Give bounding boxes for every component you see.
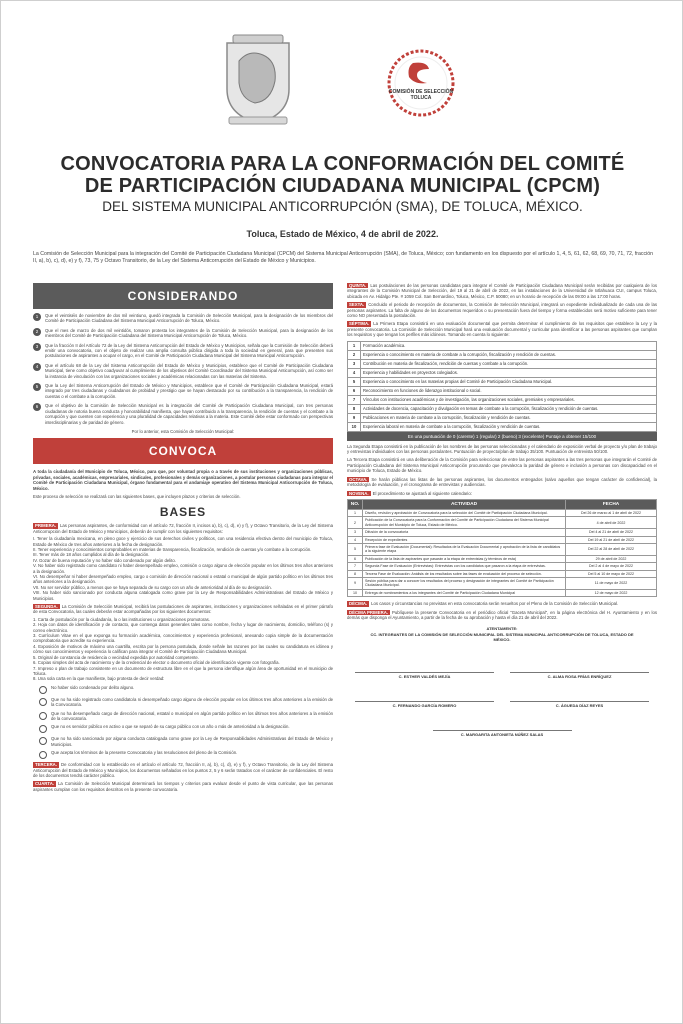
col-header-actividad: ACTIVIDAD [363,499,566,509]
requisito-item: III. Tener más de 18 años cumplidos al día de la designación. [33,552,150,558]
title-line-1: CONVOCATORIA PARA LA CONFORMACIÓN DEL COMITÉ [60,153,625,175]
table-row [348,517,657,529]
etapa-footer: En una puntuación de 0 (carente) 1 (regular) 2 (bueno) 3 (excelente) Puntaje a obtener 15/100 [347,432,657,441]
row-number: 5 [348,377,361,386]
signature-row-2 [347,701,657,708]
cell-fecha: Del 5 al 10 de mayo de 2022 [566,570,657,577]
documento-item: 2. Hoja con datos de identificación y de contacto, que contenga datos generales tales como nombre, fecha y lugar de nacimiento, domicilio, teléfono (s) y correo electrónico. [33,622,333,633]
cell-no: 5 [348,543,363,555]
criterio-cell: Experiencia y habilidades en proyectos colegiados. [361,368,657,377]
header [1,1,683,151]
signature-name: C. ÁGUEDA DÍAZ REYES [510,701,649,708]
considerando-item [33,403,333,425]
table-row [348,509,657,516]
signature-row-1 [347,672,657,679]
cell-no: 4 [348,536,363,543]
documentos-list [33,617,333,682]
left-column [33,283,333,792]
manifiesta-text: Que no ha sido registrado como candidato/a ni desempeñado cargo alguno de elección popular en los últimos tres años anteriores a la emisión de la Convocatoria. [51,696,333,708]
signature-name: C. FERNANDO GARCÍA ROMERO [355,701,494,708]
table-row [348,577,657,589]
checkbox-icon [39,737,47,745]
tag-septima: SÉPTIMA. [349,321,370,327]
considerando-item [33,313,333,324]
signature-row-3 [347,730,657,737]
requisito-item: I. Tener la ciudadanía mexicana, en pleno goce y ejercicio de sus derechos civiles y políticos, con una residencia efectiva dentro del municipio de Toluca, Estado de México de tres años anteriores a la fecha de designación. [33,536,333,547]
item-number: 4 [33,363,41,371]
cell-no: 8 [348,570,363,577]
manifiesta-item [39,750,333,759]
table-row [348,529,657,536]
logo-caption: COMISIÓN DE SELECCIÓN TOLUCA [388,89,454,101]
cell-actividad: Recepción de expedientes [363,536,566,543]
cell-actividad: Sesión pública para dar a conocer los resultados del proceso y designación de integrantes del Comité de Participación Ciudadana Municipal. [363,577,566,589]
tag-quinta: QUINTA. [349,283,367,288]
considerando-item [33,383,333,399]
signature-name: C. ESTHER VALDÉS MEJÍA [355,672,494,679]
manifiesta-item [39,736,333,747]
manifiesta-text: Que no ha desempeñado cargo de dirección nacional, estatal o municipal en algún partido político en los últimos tres años anteriores a la emisión de la convocatoria. [51,710,333,721]
dateline: Toluca, Estado de México, 4 de abril de 2022. [246,229,439,239]
cell-fecha: Del 19 al 21 de abril de 2022 [566,536,657,543]
table-row [348,570,657,577]
row-number: 9 [348,413,361,422]
cell-fecha: Del 4 al 21 de abril de 2022 [566,529,657,536]
signature-block [347,701,502,708]
documento-item: 1. Carta de postulación por la ciudadanía, la o las instituciones u organizaciones promotoras. [33,616,210,622]
signature-block [425,730,580,737]
checkbox-icon [39,686,47,694]
table-row [348,386,657,395]
base-tercera: TERCERA. De conformidad con lo establecido en el artículo el artículo 72, fracción II, a), b), c), d), e) y f), y Octavo Transitorio, de la Ley del Sistema Anticorrupción del Estado de México y Municipios, los documentos señalados en los puntos 2, 5 y 6 serán tratados con el carácter de confidenciales. El resto de los documentos tendrá carácter público. [33,762,333,778]
signature-block [502,701,657,708]
criterio-cell: Experiencia o conocimiento en las materias propias del Comité de Participación Ciudadana Municipal. [361,377,657,386]
base-primera: PRIMERA. Las personas aspirantes, de conformidad con el artículo 72, fracción II, incisos a), b), c), d), e) y f), y Octavo Transitorio, de la Ley del Sistema Anticorrupción del Estado de México y Municipios, deberán de cumplir con los siguientes requisitos: [33,523,333,534]
row-number: 2 [348,350,361,359]
title-line-3: DEL SISTEMA MUNICIPAL ANTICORRUPCIÓN (SMA), DE TOLUCA, MÉXICO. [102,199,583,214]
col-header-no: NO. [348,499,363,509]
base-decima: DÉCIMA. Los casos y circunstancias no previstas en esta convocatoria serán resueltos por el Pleno de la Comisión de Selección Municipal. [349,601,619,607]
atentamente: ATENTAMENTE: [486,626,518,632]
cell-fecha: 12 de mayo de 2022 [566,589,657,596]
row-number: 10 [348,422,361,431]
manifiesta-list [39,685,333,759]
base-quinta: QUINTA. Las postulaciones de las personas candidatas para integrar el Comité de Participación Ciudadana Municipal serán recibidas por cualquiera de los integrantes de la Comisión Municipal de Selección, del 19 al 21 de abril de 2022, en las instalaciones de la Universidad de Ixtlahuaca CUI, campus Toluca, ubicada en Av. Hidalgo Pte. # 1059 Col. San Bernardino, Toluca, México, C.P. 50080; en un horario de recepción de las 09:00 a las 17:00 horas. [347,283,657,299]
documento-item: 5. Original de constancia de residencia o vecindad expedida por autoridad competente. [33,654,200,660]
convoca-note: Este proceso de selección se realizará con las siguientes bases, que incluyen plazos y criterios de selección. [33,493,241,499]
row-number: 4 [348,368,361,377]
tag-tercera: TERCERA. [35,762,57,768]
table-row [348,589,657,596]
manifiesta-text: Que no es servidor público en activo o que se separó de su cargo público con un año o más de anterioridad a la designación. [51,724,290,730]
table-row [348,413,657,422]
criterio-cell: Formación académica. [361,341,657,350]
requisito-item: VI. No desempeñar ni haber desempeñado empleo, cargo o comisión de dirección nacional o estatal o municipal de algún partido político en los últimos tres años anteriores a la designación. [33,574,333,585]
documento-item: 4. Exposición de motivos de máximo una cuartilla, escrita por la persona postulada, donde señale las razones por las cuales su candidatura es idónea y cómo sus conocimientos y experiencia lo califican para integrar el Comité de Participación Ciudadana Municipal. [33,643,333,655]
cell-fecha: Del 22 al 28 de abril de 2022 [566,543,657,555]
col-header-fecha: FECHA [566,499,657,509]
table-row [348,404,657,413]
base-novena: NOVENA. El procedimiento se ajustará al siguiente calendario: [349,490,472,496]
tag-octava: OCTAVA. [349,476,368,482]
cell-actividad: Entrega de nombramientos a los integrantes del Comité de Participación Ciudadana Municipal [363,589,566,596]
base-cuarta: CUARTA. La Comisión de Selección Municipal determinará los tiempos y criterios para evaluar desde el punto de vista curricular, que las personas aspirantes cumplan con los requisitos descritos en la presente convocatoria. [33,781,333,792]
table-row [348,555,657,562]
table-row [348,341,657,350]
requisito-item: II. Tener experiencia y conocimientos comprobables en materias de transparencia, fiscalización, rendición de cuentas y/o combate a la corrupción. [33,546,312,552]
cell-fecha: 11 de mayo de 2022 [566,577,657,589]
title-line-2: DE PARTICIPACIÓN CIUDADANA MUNICIPAL (CPCM) [84,175,601,197]
tag-decima: DÉCIMA. [349,601,368,607]
considerando-text: Que el artículo 68 de la Ley del Sistema Anticorrupción del Estado de México y Municipios, establece que el Comité de Participación Ciudadana Municipal, tiene como objetivo coadyuvar al cumplimiento de los objetivos del Comité Coordinador del Sistema Municipal Anticorrupción, así como ser la instancia de vinculación con las organizaciones sociales y académicas relacionadas con las materias del Sistema. [45,362,333,379]
cell-no: 2 [348,517,363,529]
cell-no: 7 [348,563,363,570]
table-row [348,377,657,386]
considerando-list [33,313,333,425]
item-number: 2 [33,328,41,336]
row-number: 7 [348,395,361,404]
manifiesta-item [39,711,333,722]
table-row [348,350,657,359]
checkbox-icon [39,712,47,720]
tag-segunda: SEGUNDA. [35,604,58,610]
row-number: 1 [348,341,361,350]
manifiesta-item [39,697,333,708]
right-column [347,283,657,737]
cell-actividad: Difusión de la convocatoria [363,529,566,536]
comision-logo-icon [387,49,455,117]
signature-name: C. ALMA ROSA FRÍAS ENRÍQUEZ [510,672,649,679]
table-row [348,359,657,368]
cell-fecha: Del 26 de marzo al 1 de abril de 2022 [566,509,657,516]
documento-item: 3. Currículum Vitae en el que exponga su formación académica, conocimientos y experiencia profesional, anexando copia simple de la documentación comprobatoria que acredite su experiencia. [33,633,333,644]
intro-paragraph: La Comisión de Selección Municipal para la integración del Comité de Participación Ciudadana Municipal (CPCM) del Sistema Municipal Anticorrupción (SMA), de Toluca, México; con fundamento en los dispuesto por el artículo 1, 4, 5, 61, 62, 68, 69, 70, 71, 72, fracción II, a), b), c), d), e) y f), 73, 75 y Octavo Transitorio, de la Ley del Sistema Anticorrupción del Estado de México y Municipios. [33,251,653,264]
considerando-item [33,343,333,359]
signature-block [502,672,657,679]
considerando-item [33,363,333,379]
title-block [21,153,664,215]
checkbox-icon [39,725,47,733]
convoca-banner: CONVOCA [33,438,333,464]
criterio-cell: Experiencia laboral en materia de combate a la corrupción, fiscalización y rendición de cuentas. [361,422,657,431]
requisitos-list [33,536,333,601]
cell-no: 9 [348,577,363,589]
cell-no: 3 [348,529,363,536]
signature-block [347,672,502,679]
item-number: 3 [33,343,41,351]
documento-item: 6. Copias simples del acta de nacimiento y de la credencial de elector o documento oficial de identificación vigente con fotografía. [33,660,280,666]
etapa-criteria-table [347,341,657,432]
considerando-text: Que el veintiséis de noviembre de dos mil veintiuno, quedó integrada la Comisión de Selección Municipal, para la designación de los miembros del Comité de Participación Ciudadana del Sistema Municipal Anticorrupción de Toluca, México. [45,313,333,324]
manifiesta-item [39,724,333,733]
base-decima-primera: DÉCIMA PRIMERA. Publíquese la presente Convocatoria en el periódico oficial "Gaceta Municipal", en la página electrónica del H. Ayuntamiento y en los demás que disponga el Ayuntamiento, a partir de la fecha de su aprobación y hasta el día 21 de abril del 2022. [347,609,657,620]
table-row [348,368,657,377]
considerando-banner: CONSIDERANDO [33,283,333,309]
table-row [348,563,657,570]
considerando-text: Que el mes de marzo de dos mil veintidós, tomaron protesta los integrantes de la Comisión de Selección Municipal, para la designación de los miembros del Comité de Participación Ciudadana del Sistema Municipal Anticorrupción de Toluca, México. [45,327,333,339]
considerando-text: Que la fracción II del Artículo 72 de la Ley del Sistema Anticorrupción del Estado de México y Municipios, señala que la Comisión de Selección deberá emitir una convocatoria, con el objeto de realizar una amplia consulta pública dirigida a toda la sociedad en general, para que presenten sus postulaciones de aspirantes a ocupar el cargo, en el Comité de Participación Ciudadana Municipal del Sistema Municipal Anticorrupción. [45,342,333,359]
cell-actividad: Primera fase de Evaluación (Documental): Resultados de la Evaluación Documental y aprobación de la lista de candidatos a la siguiente etapa [363,543,566,555]
cell-fecha: 4 de abril de 2022 [566,517,657,529]
considerando-text: Que la Ley del Sistema Anticorrupción del Estado de México y Municipios, establece que el Comité de Participación Ciudadana Municipal, estará integrado por tres ciudadanas y ciudadanos de probidad y prestigio que se hayan destacado por su contribución a la transparencia, la rendición de cuentas o el combate a la corrupción. [45,383,333,399]
cell-fecha: Del 2 al 4 de mayo de 2022 [566,563,657,570]
requisito-item: VII. No ser servidor público, a menos que se haya separado de su cargo con un año de anterioridad al día de su designación. [33,584,272,590]
tag-sexta: SEXTA. [349,302,365,308]
cell-actividad: Publicación de la lista de aspirantes que pasarán a la etapa de entrevistas (y términos de esta) [363,555,566,562]
criterio-cell: Experiencia o conocimiento en materia de combate a la corrupción, fiscalización y rendición de cuentas. [361,350,657,359]
toluca-crest-icon [219,31,297,127]
requisito-item: IV. Gozar de buena reputación y no haber sido condenado por algún delito. [33,557,176,563]
row-number: 6 [348,386,361,395]
base-segunda: SEGUNDA. La Comisión de Selección Municipal, recibirá las postulaciones de aspirantes, instituciones y organizaciones señaladas en el primer párrafo de esta Convocatoria, las cuales deberán estar acompañadas por los siguientes documentos: [33,604,333,615]
checkbox-icon [39,751,47,759]
segunda-etapa: La Segunda Etapa consistirá en la publicación de los nombres de las personas seleccionadas y el calendario de exposición verbal de proyecto y/o plan de trabajo y entrevistas individuales con las personas postulantes. Puntuación de proyecto/plan de trabajo 35/100. Puntuación de entrevista 50/100. [347,443,657,455]
tercera-etapa: La Tercera Etapa consistirá en una deliberación de la Comisión para seleccionar de entre las personas aspirantes a las tres personas que integrarán el Comité de Participación Ciudadana del Sistema Municipal Anticorrupción procurando que prevalezca la paridad de género e inclusión a personas con discapacidad en el municipio de Toluca, Estado de México. [347,457,657,474]
considerando-text: Que el objetivo de la Comisión de Selección Municipal es la integración del Comité de Participación Ciudadana Municipal, con tres personas ciudadanas de notoria buena conducta y honorabilidad manifiesta, que hayan contribuido a la transparencia, la rendición de cuentas y el combate a la corrupción y que cuenten con experiencia y una pluralidad de capacidades relativas a la materia. Este Comité debe estar conformado con perspectivas interdisciplinarias y de paridad de género. [45,403,333,425]
tag-cuarta: CUARTA. [35,781,55,787]
convoca-lead: A toda la ciudadanía del Municipio de Toluca, México, para que, por voluntad propia o a través de sus instituciones y organizaciones públicas, privadas, sociales, académicas, empresariales, sindicales, profesionales y demás organizaciones, a postular personas ciudadanas para integrar el Comité de Participación Ciudadana Municipal, órgano fundamental para el andamiaje operativo del Sistema Municipal Anticorrupción de Toluca, México. [33,469,333,491]
table-row [348,395,657,404]
bases-title: BASES [159,505,207,520]
manifiesta-item [39,685,333,694]
calendario-table [347,499,657,597]
cell-no: 1 [348,509,363,516]
tag-primera: PRIMERA. [35,523,57,529]
item-number: 5 [33,383,41,391]
manifiesta-text: Que no ha sido sancionado por alguna conducta catalogada como grave por la Ley de Responsabilidades Administrativas del Estado de México y Municipios. [51,736,333,747]
cell-fecha: 29 de abril de 2022 [566,555,657,562]
integrantes-caption: CC. INTEGRANTES DE LA COMISIÓN DE SELECCIÓN MUNICIPAL DEL SISTEMA MUNICIPAL ANTICORRUPCIÓN DE TOLUCA, ESTADO DE MÉXICO. [370,632,634,643]
considerando-closing: Por lo anterior, esta Comisión de Selección Municipal: [131,428,235,434]
requisito-item: V. No haber sido registrado como candidato ni haber desempeñado empleo, comisión o cargo alguno de elección popular en los últimos tres años anteriores a la designación. [33,563,333,574]
item-number: 1 [33,313,41,321]
criterio-cell: Reconocimiento en funciones de liderazgo institucional o social. [361,386,657,395]
cell-actividad: Diseño, revisión y aprobación de Convocatoria para la selección del Comité de Participación Ciudadana Municipal. [363,509,566,516]
criterio-cell: Publicaciones en materia de combate a la corrupción, fiscalización y rendición de cuentas. [361,413,657,422]
criterio-cell: Actividades de docencia, capacitación y divulgación en temas de combate a la corrupción, fiscalización y rendición de cuentas. [361,404,657,413]
criterio-cell: Contribución en materia de fiscalización, rendición de cuentas y combate a la corrupción. [361,359,657,368]
table-row [348,422,657,431]
documento-item: 7. Impreso o plan de trabajo consistente en un documento de estructura libre en el que la persona identifique algún área de oportunidad en el municipio de Toluca. [33,665,333,676]
row-number: 3 [348,359,361,368]
row-number: 8 [348,404,361,413]
table-row [348,536,657,543]
requisito-item: VIII. No haber sido sancionado por conducta alguna catalogada como grave por la Ley de Responsabilidades Administrativas del Estado de México y Municipios. [33,590,333,601]
table-row [348,543,657,555]
base-septima: SÉPTIMA. La Primera Etapa consistirá en una evaluación documental que permita determinar el cumplimiento de los requisitos que establece la Ley y la presente convocatoria. La Comisión de Selección Municipal hará una evaluación documental y curricular para identificar a las personas aspirantes que cumplan los requisitos y que tengan los perfiles más idóneos. Tomando en cuenta lo siguiente: [347,321,657,338]
item-number: 6 [33,403,41,411]
manifiesta-text: No haber sido condenado por delito alguno. [51,684,135,690]
cell-actividad: Segunda Fase de Evaluación (Entrevistas): Entrevistas con los candidatos que pasaron a la etapa de entrevistas. [363,563,566,570]
documento-item: 8. Una sola carta en la que manifieste, bajo protesta de decir verdad: [33,676,165,682]
checkbox-icon [39,698,47,706]
manifiesta-text: Que acepta los términos de la presente Convocatoria y las resoluciones del pleno de la Comisión. [51,750,238,756]
criterio-cell: Vínculos con instituciones académicas y de investigación, las organizaciones sociales, gremiales y empresariales. [361,395,657,404]
cell-actividad: Tercera Fase de Evaluación: Análisis de los resultados sobre las fases de evaluación del proceso de selección. [363,570,566,577]
cell-actividad: Publicación de la Convocatoria para la Conformación del Comité de Participación Ciudadana del Sistema Municipal Anticorrupción del Municipio de Toluca, Estado de México. [363,517,566,529]
considerando-item [33,328,333,339]
base-octava: OCTAVA. Se harán públicas las listas de las personas aspirantes, los documentos entregados (salvo aquellos que tengan carácter de confidencial), la metodología de evaluación, y el cronograma de entrevistas y audiencias. [347,476,657,488]
signature-name: C. MARGARITA ANTONIETA NÚÑEZ SALAS [433,730,572,737]
cell-no: 10 [348,589,363,596]
cell-no: 6 [348,555,363,562]
base-sexta: SEXTA. Concluido el periodo de recepción de documentos, la Comisión de Selección Municipal, integrará un expediente individualizado de cada una de las personas aspirantes. La falta de alguno de los documentos requeridos o su presentación fuera del tiempo y forma establecidos será motivo suficiente para tener como NO presentada la postulación. [347,302,657,319]
tag-novena: NOVENA. [349,490,369,496]
tag-decima-primera: DÉCIMA PRIMERA. [349,609,388,615]
